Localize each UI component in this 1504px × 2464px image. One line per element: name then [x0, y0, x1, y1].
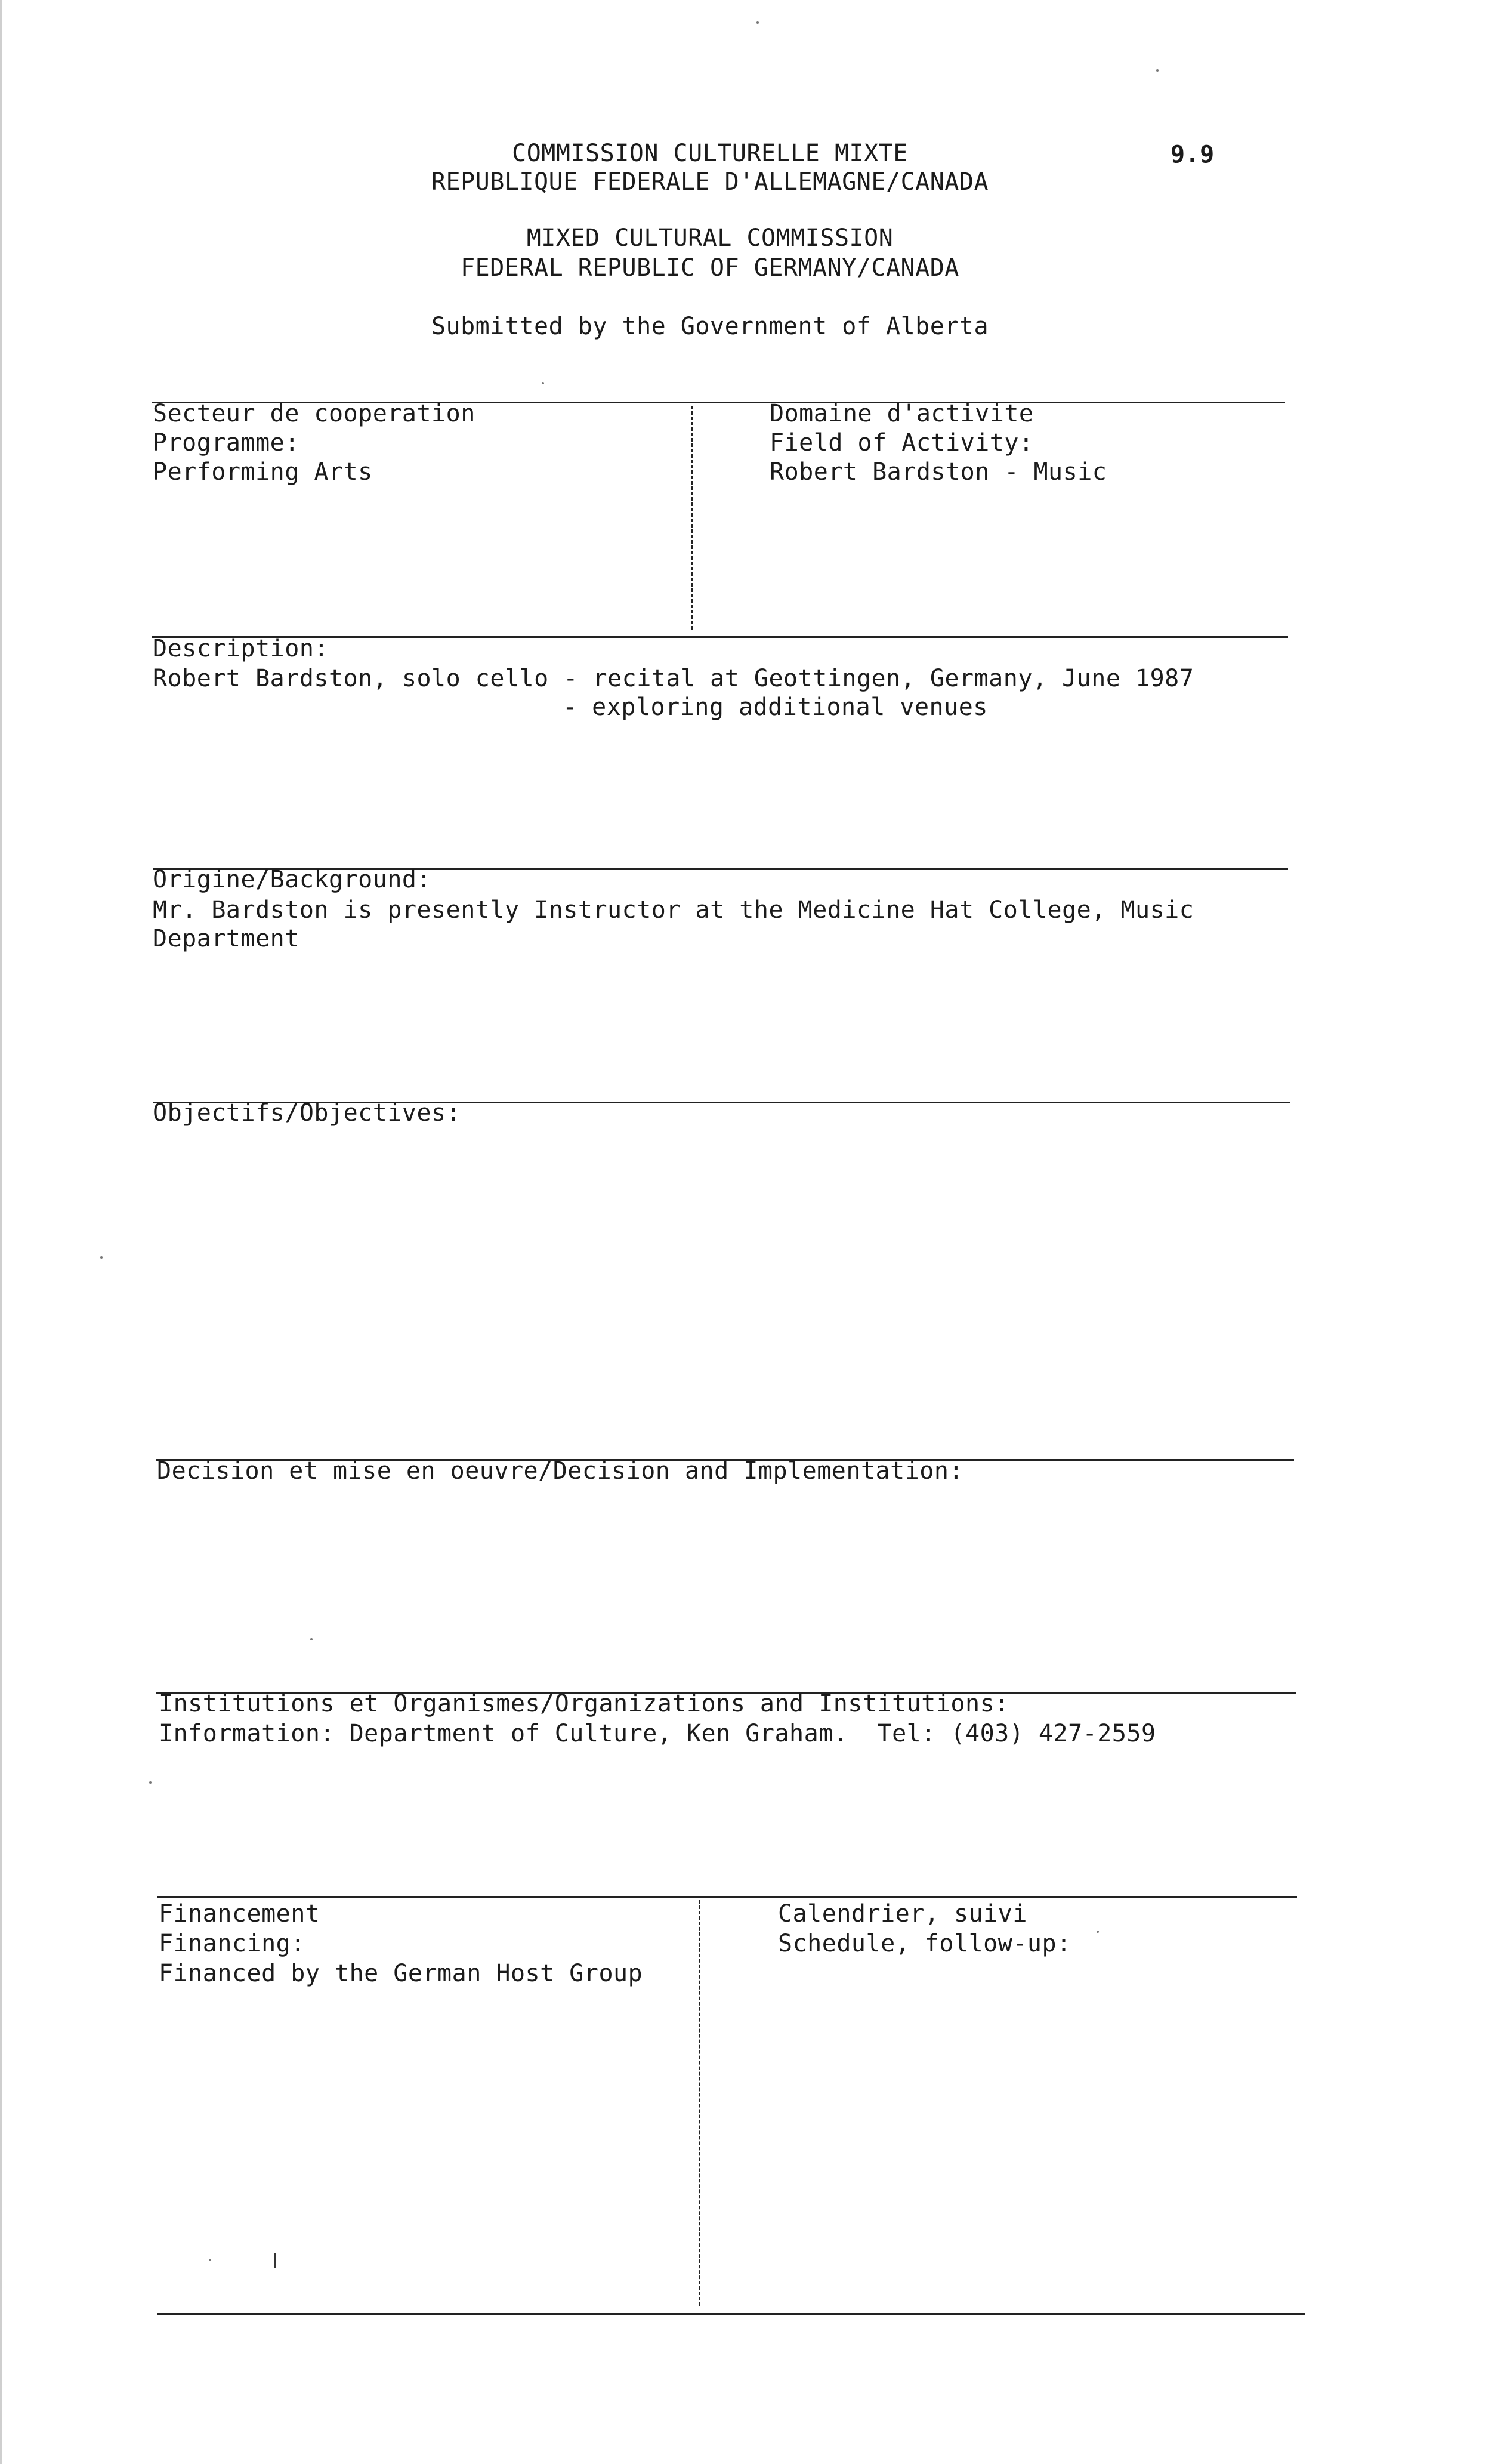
field-label-en: Field of Activity:: [770, 429, 1034, 457]
scan-speck: [542, 382, 544, 384]
description-line-2: - exploring additional venues: [563, 693, 988, 721]
scan-speck: [149, 1781, 152, 1784]
schedule-label-fr: Calendrier, suivi: [778, 1900, 1027, 1928]
header-title-fr: COMMISSION CULTURELLE MIXTE: [512, 140, 908, 167]
sector-value: Performing Arts: [153, 458, 373, 486]
decision-label: Decision et mise en oeuvre/Decision and Implementation:: [157, 1457, 964, 1485]
scan-speck: [310, 1638, 313, 1640]
rule-financing: [157, 1896, 1297, 1898]
header-country-en: FEDERAL REPUBLIC OF GERMANY/CANADA: [461, 254, 959, 282]
background-line-2: Department: [153, 925, 299, 952]
financing-label-en: Financing:: [159, 1930, 305, 1957]
submitted-by: Submitted by the Government of Alberta: [431, 313, 989, 340]
description-line-1: Robert Bardston, solo cello - recital at Geottingen, Germany, June 1987: [153, 665, 1194, 692]
objectives-label: Objectifs/Objectives:: [153, 1099, 461, 1127]
background-label: Origine/Background:: [153, 866, 432, 893]
scan-speck: [209, 2259, 211, 2261]
scan-speck: [1156, 69, 1159, 72]
header-title-en: MIXED CULTURAL COMMISSION: [526, 224, 894, 252]
scan-mark: [274, 2253, 276, 2268]
field-label-fr: Domaine d'activite: [770, 400, 1034, 427]
sector-label-fr: Secteur de cooperation: [153, 400, 475, 427]
financing-label-fr: Financement: [159, 1900, 320, 1928]
divider-financing-schedule: [699, 1900, 700, 2306]
institutions-value: Information: Department of Culture, Ken Graham. Tel: (403) 427-2559: [159, 1720, 1156, 1747]
background-line-1: Mr. Bardston is presently Instructor at the Medicine Hat College, Music: [153, 896, 1194, 924]
financing-value: Financed by the German Host Group: [159, 1960, 643, 1987]
scan-speck: [100, 1256, 103, 1259]
field-value: Robert Bardston - Music: [770, 458, 1107, 486]
page-edge-shadow: [0, 0, 2, 2464]
rule-bottom: [157, 2313, 1305, 2315]
scan-speck: [1097, 1931, 1099, 1933]
sector-label-en: Programme:: [153, 429, 299, 457]
institutions-label: Institutions et Organismes/Organizations and Institutions:: [159, 1690, 1009, 1717]
page-number: 9.9: [1171, 141, 1215, 168]
divider-sector-field: [691, 406, 693, 630]
scan-speck: [756, 21, 759, 24]
schedule-label-en: Schedule, follow-up:: [778, 1930, 1071, 1957]
description-label: Description:: [153, 635, 329, 662]
header-country-fr: REPUBLIQUE FEDERALE D'ALLEMAGNE/CANADA: [431, 168, 989, 196]
